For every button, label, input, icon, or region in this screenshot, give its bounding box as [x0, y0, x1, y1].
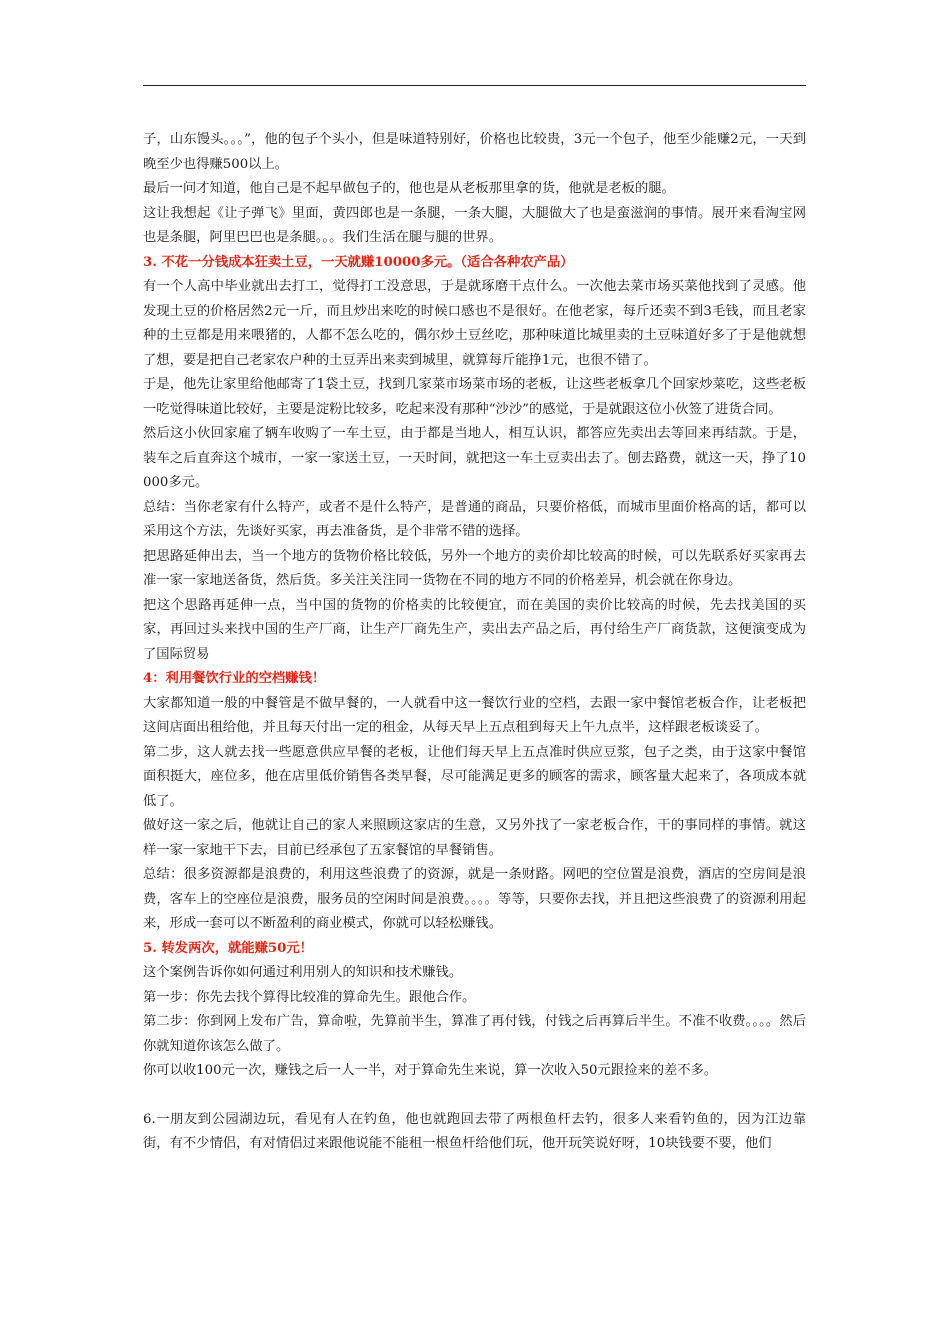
section-heading: 3. 不花一分钱成本狂卖土豆，一天就赚10000多元。（适合各种农产品）: [143, 254, 574, 270]
document-body: [143, 128, 806, 1157]
paragraph: 总结：很多资源都是浪费的，利用这些浪费了的资源，就是一条财路。网吧的空位置是浪费，酒店的空房间是浪费，客车上的空座位是浪费，服务员的空闲时间是浪费。。。。等等，只要你去找，并且把这些浪费了的资源利用起来，形成一套可以不断盈利的商业模式，你就可以轻松赚钱。: [143, 867, 806, 931]
paragraph: 第二步，这人就去找一些愿意供应早餐的老板，让他们每天早上五点准时供应豆浆，包子之类，由于这家中餐馆面积挺大，座位多，他在店里低价销售各类早餐，尽可能满足更多的顾客的需求，顾客量大起来了，各项成本就低了。: [143, 744, 806, 809]
paragraph: 大家都知道一般的中餐管是不做早餐的，一人就看中这一餐饮行业的空档，去跟一家中餐馆老板合作，让老板把这间店面出租给他，并且每天付出一定的租金，从每天早上五点租到每天上午九点半，这样跟老板谈妥了。: [143, 695, 806, 735]
paragraph: 这让我想起《让子弹飞》里面，黄四郎也是一条腿，一条大腿，大腿做大了也是蛮滋润的事情。展开来看淘宝网也是条腿，阿里巴巴也是条腿。。。我们生活在腿与腿的世界。: [143, 205, 806, 245]
paragraph: 第一步：你先去找个算得比较准的算命先生。跟他合作。: [143, 989, 476, 1005]
header-rule: [143, 85, 806, 86]
paragraph: 总结：当你老家有什么特产，或者不是什么特产，是普通的商品，只要价格低，而城市里面价格高的话，都可以采用这个方法，先谈好买家，再去准备货，是个非常不错的选择。: [143, 499, 806, 539]
paragraph: 把这个思路再延伸一点，当中国的货物的价格卖的比较便宜，而在美国的卖价比较高的时候，先去找美国的买家，再回过头来找中国的生产厂商，让生产厂商先生产，卖出去产品之后，再付给生产厂商货款，这便演变成为了国际贸易: [143, 597, 806, 662]
paragraph: 做好这一家之后，他就让自己的家人来照顾这家店的生意，又另外找了一家老板合作，干的事同样的事情。就这样一家一家地干下去，目前已经承包了五家餐馆的早餐销售。: [143, 818, 806, 858]
paragraph: 这个案例告诉你如何通过利用别人的知识和技术赚钱。: [143, 965, 463, 980]
section-heading: 4：利用餐饮行业的空档赚钱！: [143, 671, 326, 686]
paragraph: 子，山东馒头。。。”，他的包子个头小，但是味道特别好，价格也比较贵，3元一个包子，他至少能赚2元，一天到晚至少也得赚500以上。: [143, 132, 806, 172]
paragraph: 第二步：你到网上发布广告，算命啦，先算前半生，算准了再付钱，付钱之后再算后半生。不准不收费。。。。然后你就知道你该怎么做了。: [143, 1014, 806, 1054]
paragraph: 最后一问才知道，他自己是不起早做包子的，他也是从老板那里拿的货，他就是老板的腿。: [143, 181, 675, 196]
paragraph: 你可以收100元一次，赚钱之后一人一半，对于算命先生来说，算一次收入50元跟捡来的差不多。: [143, 1063, 718, 1078]
paragraph: 然后这小伙回家雇了辆车收购了一车土豆，由于都是当地人，相互认识，都答应先卖出去等回来再结款。于是，装车之后直奔这个城市，一家一家送土豆，一天时间，就把这一车土豆卖出去了。刨去路费，就这一天，挣了10000多元。: [143, 426, 806, 490]
paragraph: 把思路延伸出去，当一个地方的货物价格比较低，另外一个地方的卖价却比较高的时候，可以先联系好买家再去准一家一家地送备货，然后货。多关注关注同一货物在不同的地方不同的价格差异，机会就在你身边。: [143, 548, 806, 588]
paragraph: 有一个人高中毕业就出去打工，觉得打工没意思，于是就琢磨干点什么。一次他去菜市场买菜他找到了灵感。他发现土豆的价格居然2元一斤，而且炒出来吃的时候口感也不是很好。在他老家，每斤还卖不到3毛钱，而且老家种的土豆都是用来喂猪的，人都不怎么吃的，偶尔炒土豆丝吃，那种味道比城里卖的土豆味道好多了于是他就想了想，要是把自己老家农户种的土豆弄出来卖到城里，就算每斤能挣1元，也很不错了。: [143, 279, 806, 368]
paragraph: 于是，他先让家里给他邮寄了1袋土豆，找到几家菜市场菜市场的老板，让这些老板拿几个回家炒菜吃，这些老板一吃觉得味道比较好，主要是淀粉比较多，吃起来没有那种“沙沙”的感觉，于是就跟这位小伙签了进货合同。: [143, 377, 806, 417]
section-heading: 5. 转发两次，就能赚50元！: [143, 940, 313, 956]
paragraph: 6.一朋友到公园湖边玩，看见有人在钓鱼，他也就跑回去带了两根鱼杆去钓，很多人来看钓鱼的，因为江边靠街，有不少情侣，有对情侣过来跟他说能不能租一根鱼杆给他们玩，他开玩笑说好呀，10块钱要不要，他们: [143, 1111, 806, 1151]
